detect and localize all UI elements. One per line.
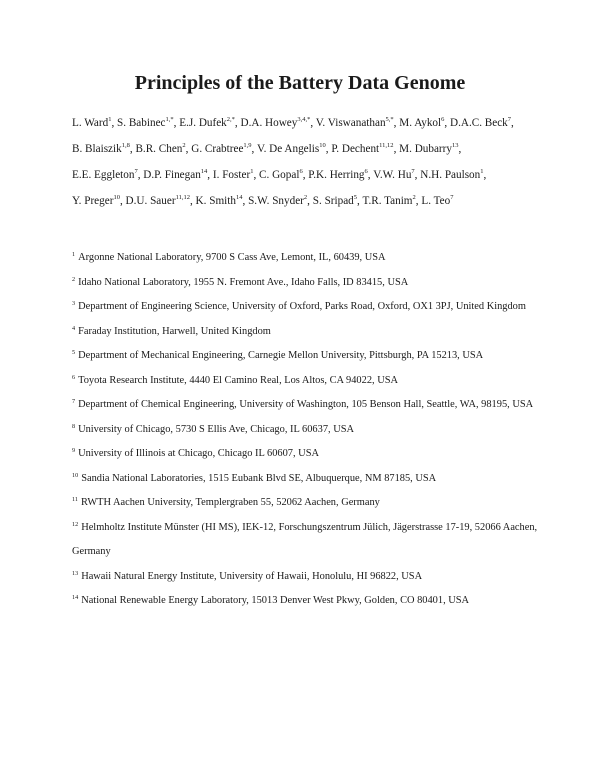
author-name: E.E. Eggleton bbox=[72, 169, 135, 181]
author bbox=[213, 169, 254, 181]
author-affiliation-marker: 2 bbox=[182, 142, 186, 149]
author-list: L. Ward$^1$, S. Babinec$^{1,*}$, E.J. Dufek$^{2,*}$, D.A. Howey$^{3,4,*}$, V. Viswanathan$^{5,*}$, M. Aykol$^6$, D.A.C. Beck$^7$, B. Blaiszik$^{1,8}$, B.R. Chen$^2$, G. Crabtree$^{1,9}$, V. De Angelis$^{10}$, P. Dechent$^{11,12}$, M. Dubarry$^{13}$, E.E. Eggleton$^7$, D.P. Finegan$^{14}$, I. Foster$^1$, C. Gopal$^6$, P.K. Herring$^6$, V.W. Hu$^7$, N.H. Paulson$^1$, Y. Preger$^{10}$, D.U. Sauer$^{11,12}$, K. Smith$^{14}$, S.W. Snyder$^2$, S. Sripad$^5$, T.R. Tanim$^2$, L. Teo$^7$ bbox=[72, 116, 514, 207]
author bbox=[117, 117, 174, 129]
author-name: M. Aykol bbox=[399, 117, 442, 129]
author-affiliation-marker: 5,* bbox=[385, 116, 394, 123]
author-name: P.K. Herring bbox=[308, 169, 365, 181]
author-name: C. Gopal bbox=[259, 169, 300, 181]
author-name: K. Smith bbox=[195, 195, 236, 207]
author-affiliation-marker: 6 bbox=[364, 168, 368, 175]
author-affiliation-marker: 1 bbox=[250, 168, 254, 175]
affiliation bbox=[72, 565, 542, 590]
author-affiliation-marker: 2,* bbox=[226, 116, 235, 123]
affiliation-text: RWTH Aachen University, Templergraben 55, 52062 Aachen, Germany bbox=[80, 497, 380, 508]
author bbox=[72, 143, 130, 155]
author bbox=[399, 117, 444, 129]
author bbox=[308, 169, 368, 181]
affiliation-number: 12 bbox=[72, 520, 79, 528]
affiliation-text: University of Illinois at Chicago, Chicago IL 60607, USA bbox=[78, 448, 319, 459]
affiliation-number: 7 bbox=[72, 398, 76, 405]
affiliation-number: 10 bbox=[72, 471, 79, 479]
affiliation bbox=[72, 418, 542, 443]
author bbox=[143, 169, 207, 181]
author-affiliation-marker: 1,* bbox=[165, 116, 174, 123]
author-name: Y. Preger bbox=[72, 195, 114, 207]
affiliation-list bbox=[72, 246, 542, 614]
author-affiliation-marker: 2 bbox=[412, 194, 416, 201]
author-affiliation-marker: 1 bbox=[108, 116, 112, 123]
author bbox=[179, 117, 235, 129]
affiliation-number: 11 bbox=[72, 496, 78, 503]
author-name: V. De Angelis bbox=[256, 143, 320, 155]
author bbox=[72, 117, 111, 129]
author-name: P. Dechent bbox=[331, 143, 380, 155]
author-affiliation-marker: 7 bbox=[411, 168, 415, 175]
affiliation bbox=[72, 246, 542, 271]
author bbox=[316, 117, 394, 129]
author bbox=[362, 195, 415, 207]
affiliation-text: Department of Engineering Science, University of Oxford, Parks Road, Oxford, OX1 3PJ, United Kingdom bbox=[78, 301, 526, 312]
affiliation-text: Department of Chemical Engineering, University of Washington, 105 Benson Hall, Seattle, WA, 98195, USA bbox=[78, 399, 534, 410]
affiliation bbox=[72, 320, 542, 345]
affiliation-number: 3 bbox=[72, 300, 76, 307]
author-name: D.U. Sauer bbox=[125, 195, 176, 207]
author-affiliation-marker: 10 bbox=[319, 142, 326, 149]
affiliation-number: 5 bbox=[72, 349, 76, 356]
author-affiliation-marker: 14 bbox=[200, 168, 208, 175]
author-affiliation-marker: 1 bbox=[480, 168, 484, 175]
author bbox=[241, 117, 311, 129]
author bbox=[126, 195, 190, 207]
author bbox=[421, 195, 453, 207]
author bbox=[373, 169, 414, 181]
author bbox=[257, 143, 326, 155]
author-affiliation-marker: 11,12 bbox=[175, 194, 190, 201]
author-name: G. Crabtree bbox=[191, 143, 244, 155]
author-name: B.R. Chen bbox=[135, 143, 183, 155]
author-affiliation-marker: 7 bbox=[507, 116, 512, 123]
affiliation-text: Helmholtz Institute Münster (HI MS), IEK-12, Forschungszentrum Jülich, Jägerstrasse 17-19, 52066 Aachen, Germany bbox=[72, 521, 538, 557]
affiliation-number: 6 bbox=[72, 373, 76, 381]
author-affiliation-marker: 7 bbox=[450, 194, 454, 201]
author bbox=[259, 169, 303, 181]
author bbox=[72, 169, 138, 181]
author-name: D.A.C. Beck bbox=[449, 117, 508, 129]
affiliation bbox=[72, 369, 542, 394]
author bbox=[196, 195, 243, 207]
affiliation-text: Toyota Research Institute, 4440 El Camino Real, Los Altos, CA 94022, USA bbox=[78, 374, 399, 386]
author-affiliation-marker: 3,4,* bbox=[297, 116, 311, 123]
affiliation-text: Argonne National Laboratory, 9700 S Cass Ave, Lemont, IL, 60439, USA bbox=[78, 252, 386, 263]
author bbox=[420, 169, 483, 181]
author-name: I. Foster bbox=[212, 169, 251, 181]
author-name: D.P. Finegan bbox=[143, 169, 201, 181]
affiliation-text: National Renewable Energy Laboratory, 15013 Denver West Pkwy, Golden, CO 80401, USA bbox=[81, 595, 470, 606]
author-affiliation-marker: 11,12 bbox=[379, 142, 394, 149]
affiliation-number: 8 bbox=[72, 422, 76, 430]
affiliation-number: 9 bbox=[72, 447, 76, 454]
author-name: L. Teo bbox=[421, 195, 451, 207]
affiliation-text: Faraday Institution, Harwell, United Kingdom bbox=[78, 325, 271, 337]
author-affiliation-marker: 14 bbox=[235, 194, 243, 201]
author-affiliation-marker: 10 bbox=[113, 194, 120, 201]
affiliation-number: 14 bbox=[72, 594, 79, 601]
author bbox=[191, 143, 251, 155]
affiliation bbox=[72, 589, 542, 614]
author-affiliation-marker: 13 bbox=[451, 142, 459, 149]
author bbox=[313, 195, 357, 207]
affiliation bbox=[72, 271, 542, 296]
affiliation-text: Hawaii Natural Energy Institute, University of Hawaii, Honolulu, HI 96822, USA bbox=[81, 570, 423, 582]
author bbox=[331, 143, 393, 155]
author-affiliation-marker: 7 bbox=[134, 168, 138, 175]
affiliation-number: 13 bbox=[72, 569, 79, 577]
author-name: S.W. Snyder bbox=[248, 195, 304, 207]
affiliation-text: Department of Mechanical Engineering, Carnegie Mellon University, Pittsburgh, PA 15213, USA bbox=[78, 350, 484, 361]
author-name: D.A. Howey bbox=[240, 117, 298, 129]
affiliation-number: 4 bbox=[72, 324, 76, 332]
author bbox=[450, 117, 511, 129]
author-affiliation-marker: 1,9 bbox=[243, 142, 252, 149]
author bbox=[72, 195, 120, 207]
author bbox=[399, 143, 458, 155]
author-affiliation-marker: 2 bbox=[303, 194, 308, 201]
author-name: B. Blaiszik bbox=[72, 143, 122, 155]
author-name: L. Ward bbox=[72, 117, 109, 129]
author-affiliation-marker: 5 bbox=[353, 194, 358, 201]
affiliation bbox=[72, 393, 542, 418]
affiliation bbox=[72, 467, 542, 492]
author-name: E.J. Dufek bbox=[179, 117, 227, 129]
affiliation-number: 2 bbox=[72, 275, 76, 283]
author-name: V.W. Hu bbox=[373, 169, 412, 181]
paper-title: Principles of the Battery Data Genome bbox=[134, 72, 466, 94]
affiliation bbox=[72, 442, 542, 467]
affiliation-text: Idaho National Laboratory, 1955 N. Fremont Ave., Idaho Falls, ID 83415, USA bbox=[78, 276, 409, 288]
author-name: S. Babinec bbox=[117, 117, 166, 129]
affiliation-text: Sandia National Laboratories, 1515 Eubank Blvd SE, Albuquerque, NM 87185, USA bbox=[81, 472, 437, 484]
affiliation-number: 1 bbox=[72, 251, 76, 258]
author-affiliation-marker: 1,8 bbox=[121, 142, 130, 149]
author-affiliation-marker: 6 bbox=[441, 116, 445, 123]
author-name: V. Viswanathan bbox=[315, 117, 386, 129]
affiliation bbox=[72, 516, 542, 565]
affiliation bbox=[72, 491, 542, 516]
author bbox=[135, 143, 185, 155]
author-name: M. Dubarry bbox=[399, 143, 452, 155]
author-name: S. Sripad bbox=[312, 195, 354, 207]
author-name: N.H. Paulson bbox=[420, 169, 481, 181]
author-name: T.R. Tanim bbox=[362, 195, 413, 207]
author-affiliation-marker: 6 bbox=[299, 168, 303, 175]
author bbox=[248, 195, 307, 207]
affiliation bbox=[72, 344, 542, 369]
affiliation bbox=[72, 295, 542, 320]
affiliation-text: University of Chicago, 5730 S Ellis Ave, Chicago, IL 60637, USA bbox=[78, 423, 354, 435]
